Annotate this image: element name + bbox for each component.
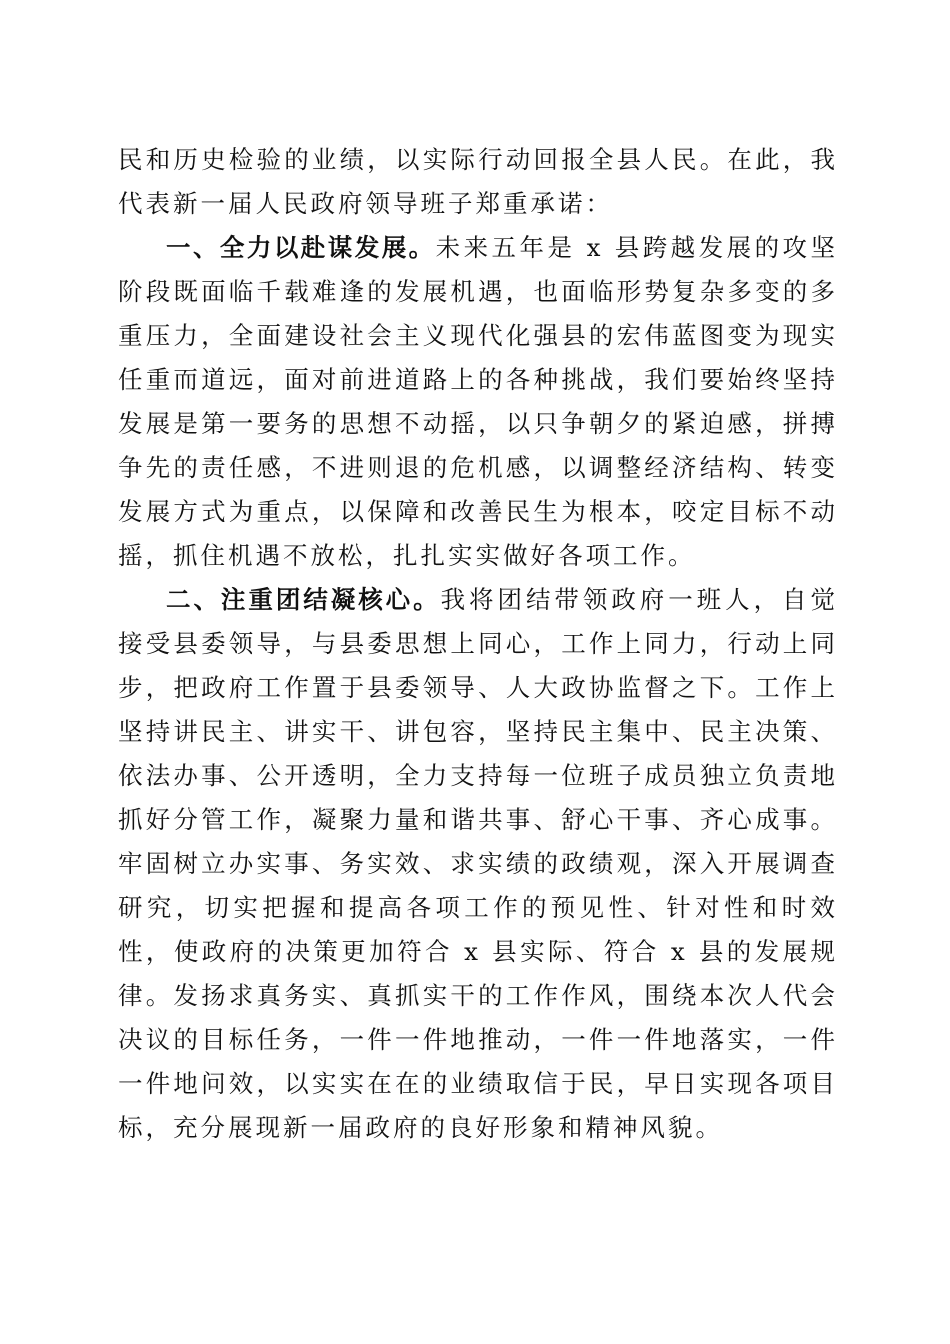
section-body-unity: 我将团结带领政府一班人，自觉接受县委领导，与县委思想上同心，工作上同力，行动上同步，把政府工作置于县委领导、人大政协监督之下。工作上坚持讲民主、讲实干、讲包容，坚持民主集中、民主决策、依法办事、公开透明，全力支持每一位班子成员独立负责地抓好分管工作，凝聚力量和谐共事、舒心干事、齐心成事。牢固树立办实事、务实效、求实绩的政绩观，深入开展调查研究，切实把握和提高各项工作的预见性、针对性和时效性，使政府的决策更加符合 x 县实际、符合 x 县的发展规律。发扬求真务实、真抓实干的工作作风，围绕本次人代会决议的目标任务，一件一件地推动，一件一件地落实，一件一件地问效，以实实在在的业绩取信于民，早日实现各项目标，充分展现新一届政府的良好形象和精神风貌。	[118, 585, 839, 1142]
paragraph-intro: 民和历史检验的业绩，以实际行动回报全县人民。在此，我代表新一届人民政府领导班子郑重承诺：	[118, 145, 838, 218]
section-heading-development: 一、全力以赴谋发展。	[166, 233, 436, 262]
paragraph-unity	[118, 578, 838, 1150]
section-heading-unity: 二、注重团结凝核心。	[166, 585, 441, 614]
document-body	[118, 138, 838, 1150]
paragraph-development	[118, 226, 838, 578]
section-body-development: 未来五年是 x 县跨越发展的攻坚阶段既面临千载难逢的发展机遇，也面临形势复杂多变的多重压力，全面建设社会主义现代化强县的宏伟蓝图变为现实任重而道远，面对前进道路上的各种挑战，我们要始终坚持发展是第一要务的思想不动摇，以只争朝夕的紧迫感，拼搏争先的责任感，不进则退的危机感，以调整经济结构、转变发展方式为重点，以保障和改善民生为根本，咬定目标不动摇，抓住机遇不放松，扎扎实实做好各项工作。	[118, 233, 838, 570]
